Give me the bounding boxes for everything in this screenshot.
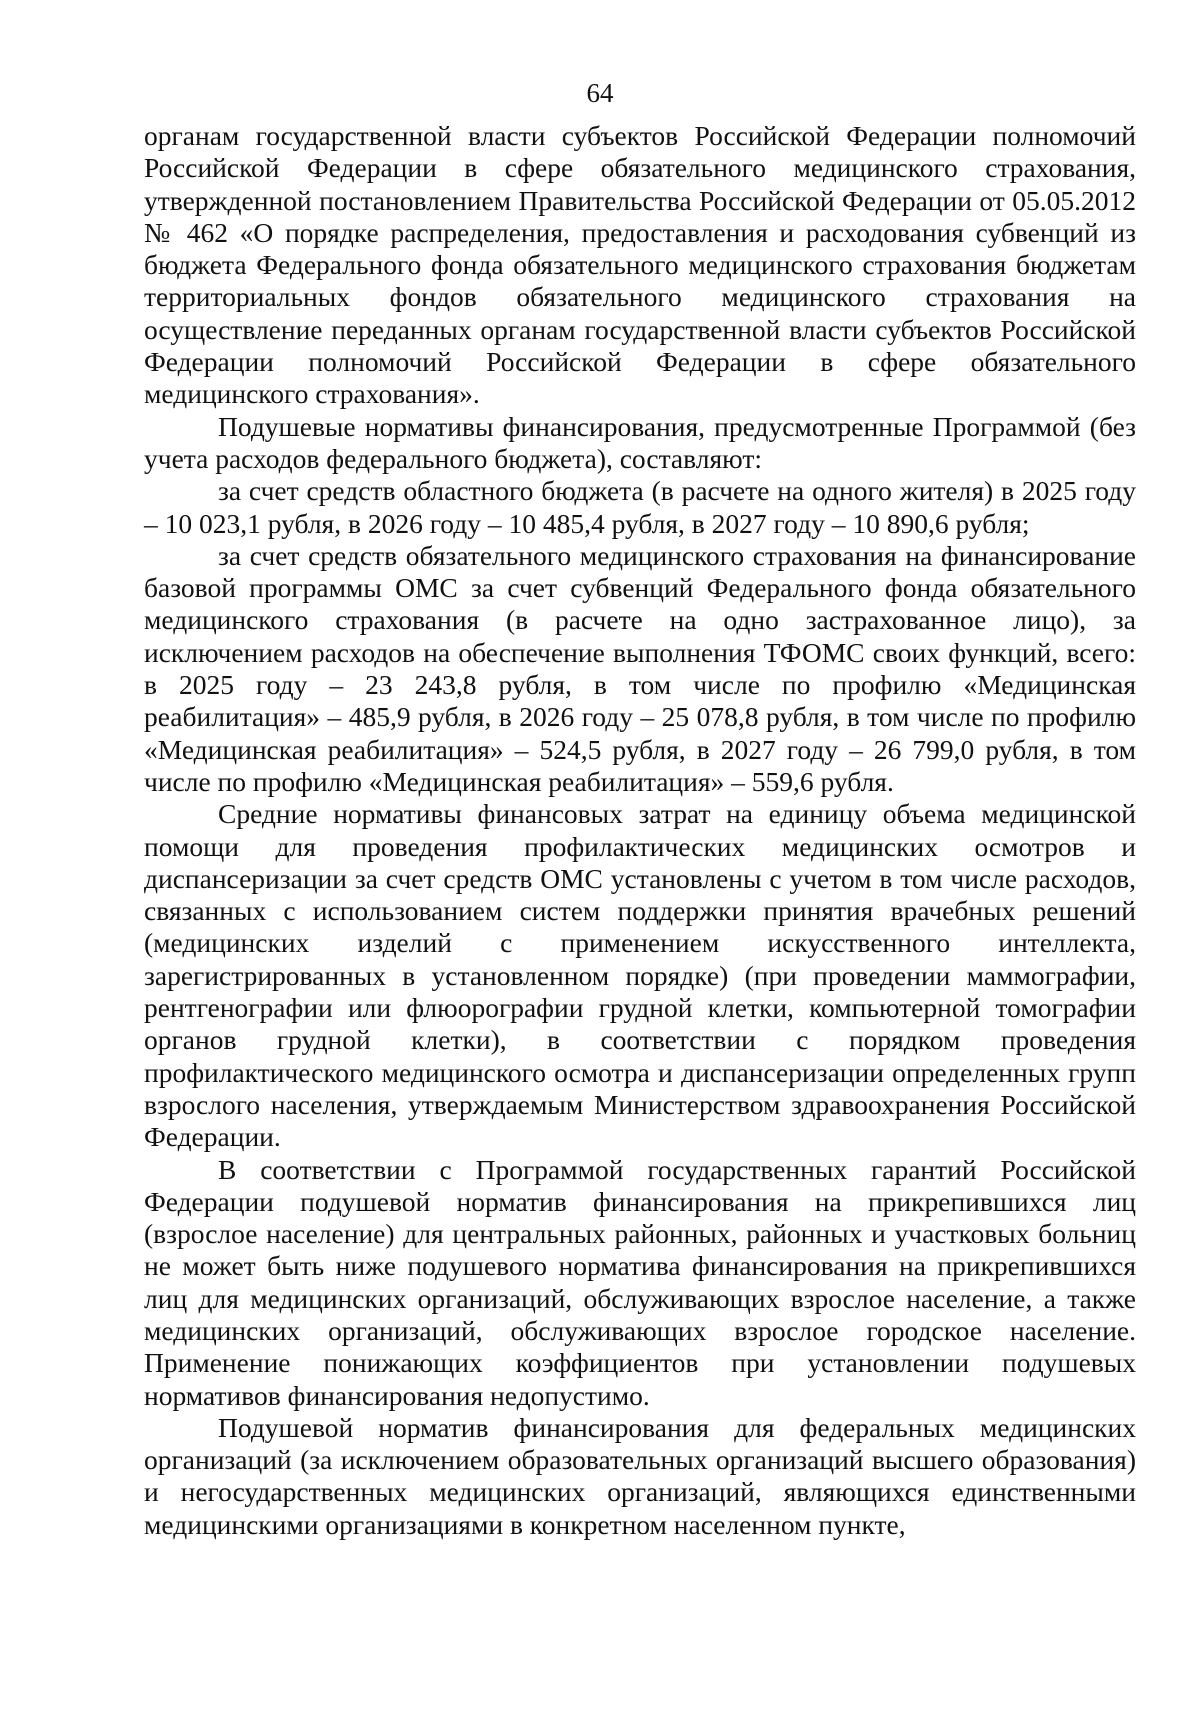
document-body [144, 120, 1136, 1541]
paragraph-oms-funding: за счет средств обязательного медицинского страхования на финансирование базовой программы ОМС за счет субвенций Федерального фонда обязательного медицинского страхования (в расчете на одно застрахованное лицо), за исключением расходов на обеспечение выполнения ТФОМС своих функций, всего: в 2025 году – 23 243,8 рубля, в том числе по профилю «Медицинская реабилитация» – 485,9 рубля, в 2026 году – 25 078,8 рубля, в том числе по профилю «Медицинская реабилитация» – 524,5 рубля, в 2027 году – 26 799,0 рубля, в том числе по профилю «Медицинская реабилитация» – 559,6 рубля. [144, 539, 1136, 797]
paragraph-average-cost-norms: Средние нормативы финансовых затрат на единицу объема медицинской помощи для проведения профилактических медицинских осмотров и диспансеризации за счет средств ОМС установлены с учетом в том числе расходов, связанных с использованием систем поддержки принятия врачебных решений (медицинских изделий с применением искусственного интеллекта, зарегистрированных в установленном порядке) (при проведении маммографии, рентгенографии или флюорографии грудной клетки, компьютерной томографии органов грудной клетки), в соответствии с порядком проведения профилактического медицинского осмотра и диспансеризации определенных групп взрослого населения, утверждаемым Министерством здравоохранения Российской Федерации. [144, 798, 1136, 1153]
page-number: 64 [586, 78, 614, 108]
paragraph-continuation: органам государственной власти субъектов Российской Федерации полномочий Российской Федерации в сфере обязательного медицинского страхования, утвержденной постановлением Правительства Российской Федерации от 05.05.2012 № 462 «О порядке распределения, предоставления и расходования субвенций из бюджета Федерального фонда обязательного медицинского страхования бюджетам территориальных фондов обязательного медицинского страхования на осуществление переданных органам государственной власти субъектов Российской Федерации полномочий Российской Федерации в сфере обязательного медицинского страхования». [144, 120, 1136, 410]
paragraph-state-guarantees: В соответствии с Программой государственных гарантий Российской Федерации подушевой норматив финансирования на прикрепившихся лиц (взрослое население) для центральных районных, районных и участковых больниц не может быть ниже подушевого норматива финансирования на прикрепившихся лиц для медицинских организаций, обслуживающих взрослое население, а также медицинских организаций, обслуживающих взрослое городское население. Применение понижающих коэффициентов при установлении подушевых нормативов финансирования недопустимо. [144, 1153, 1136, 1411]
paragraph-regional-budget: за счет средств областного бюджета (в расчете на одного жителя) в 2025 году – 10 023,1 рубля, в 2026 году – 10 485,4 рубля, в 2027 году – 10 890,6 рубля; [144, 475, 1136, 539]
paragraph-per-capita-norms: Подушевые нормативы финансирования, предусмотренные Программой (без учета расходов федерального бюджета), составляют: [144, 410, 1136, 474]
paragraph-federal-organizations: Подушевой норматив финансирования для федеральных медицинских организаций (за исключением образовательных организаций высшего образования) и негосударственных медицинских организаций, являющихся единственными медицинскими организациями в конкретном населенном пункте, [144, 1411, 1136, 1540]
